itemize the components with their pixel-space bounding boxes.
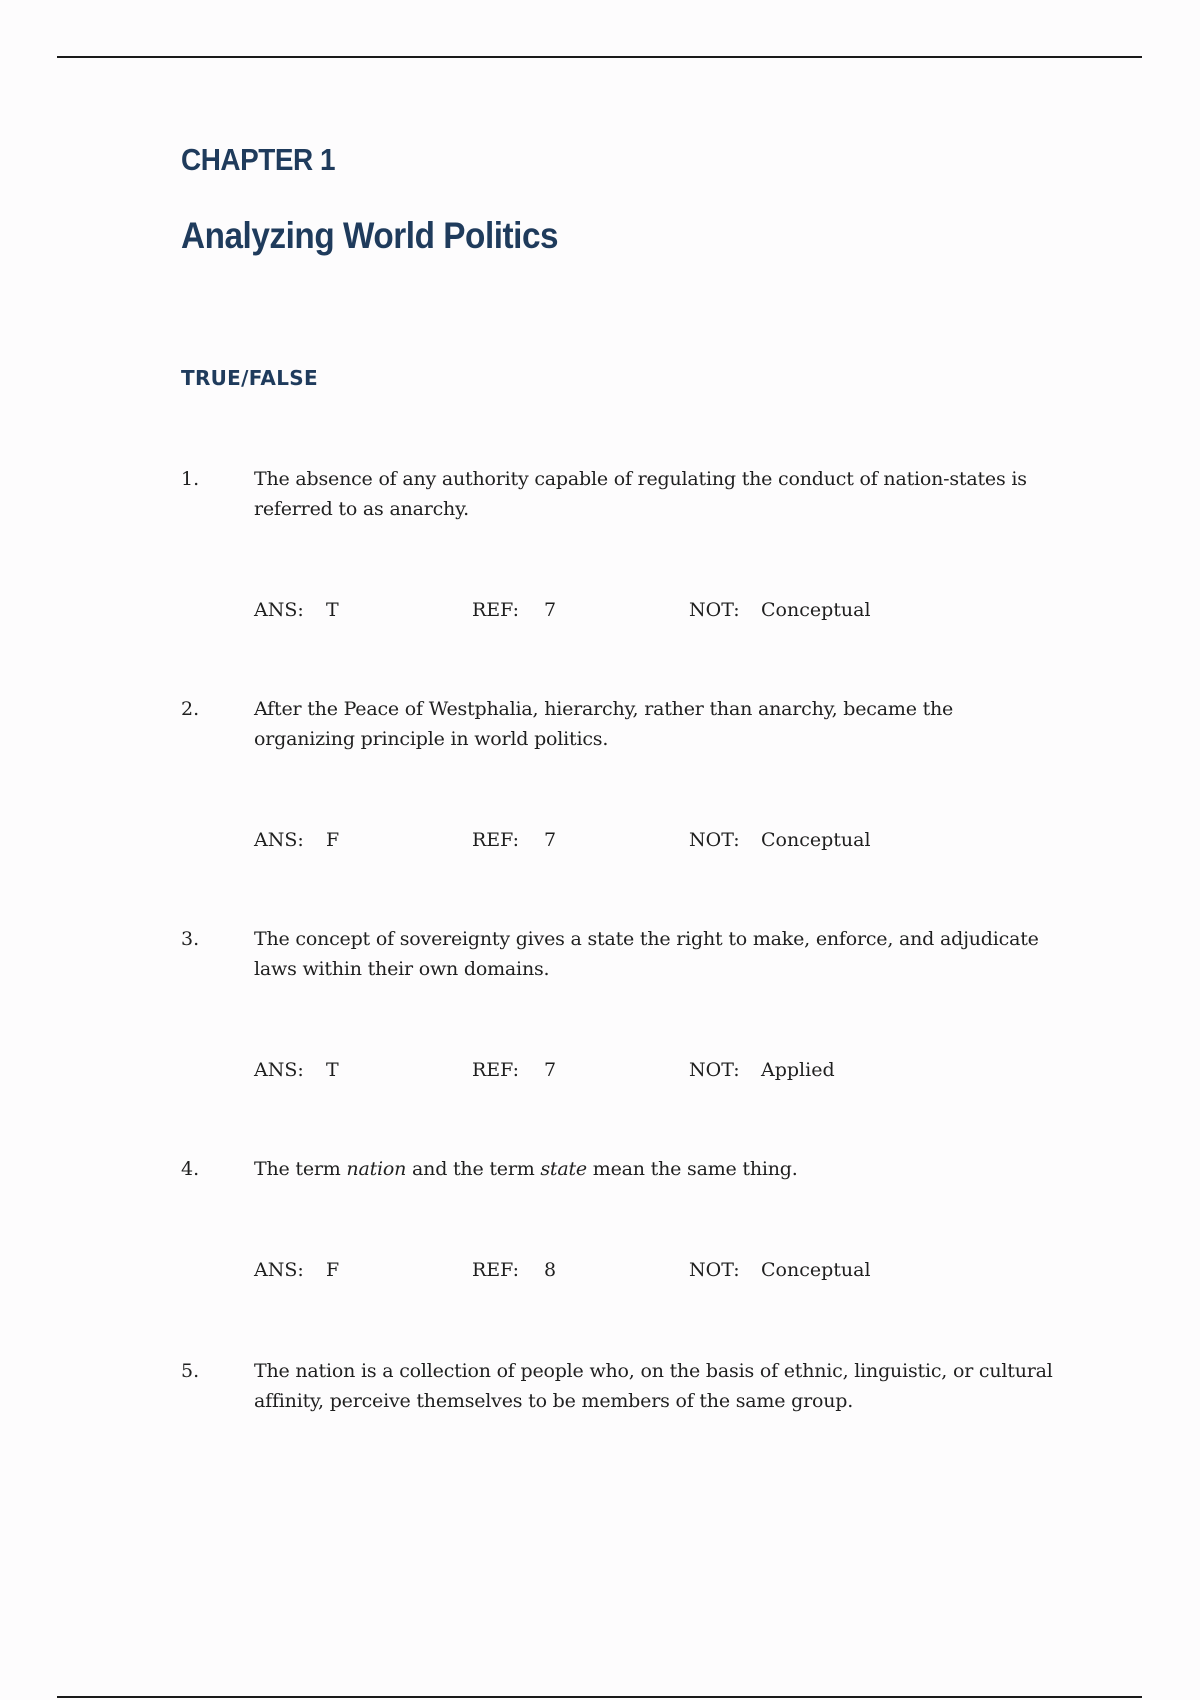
question-text: The concept of sovereignty gives a state the right to make, enforce, and adjudicate laws within their own domains.: [254, 928, 1039, 980]
not-label: NOT:: [689, 829, 740, 851]
question-text: [254, 1154, 1054, 1184]
chapter-heading: CHAPTER 1: [181, 142, 336, 177]
ref-label: REF:: [472, 1259, 520, 1281]
question-number: 4.: [181, 1158, 200, 1180]
section-heading: TRUE/FALSE: [181, 366, 318, 390]
question-text: After the Peace of Westphalia, hierarchy, rather than anarchy, became the organizing principle in world politics.: [254, 698, 954, 750]
italic-term-state: state: [540, 1158, 587, 1180]
ref-value: 7: [544, 599, 557, 621]
not-label: NOT:: [689, 1259, 740, 1281]
question-text: The absence of any authority capable of regulating the conduct of nation-states is referred to as anarchy.: [254, 468, 1027, 520]
ans-value: T: [326, 599, 339, 621]
answer-meta-4: [254, 1255, 954, 1285]
not-label: NOT:: [689, 1059, 740, 1081]
ans-value: F: [326, 1259, 340, 1281]
ans-label: ANS:: [254, 599, 304, 621]
question-number: 1.: [181, 468, 200, 490]
text-part: The term: [254, 1158, 347, 1180]
answer-meta-1: [254, 595, 954, 625]
not-label: NOT:: [689, 599, 740, 621]
ans-label: ANS:: [254, 1259, 304, 1281]
ref-value: 8: [544, 1259, 557, 1281]
answer-meta-3: [254, 1055, 954, 1085]
question-number: 5.: [181, 1360, 200, 1382]
ans-label: ANS:: [254, 829, 304, 851]
top-rule: [57, 56, 1142, 58]
not-value: Conceptual: [761, 829, 871, 851]
chapter-title: Analyzing World Politics: [181, 215, 559, 256]
ref-label: REF:: [472, 599, 520, 621]
not-value: Conceptual: [761, 1259, 871, 1281]
ans-value: F: [326, 829, 340, 851]
ref-value: 7: [544, 829, 557, 851]
italic-term-nation: nation: [346, 1158, 407, 1180]
not-value: Conceptual: [761, 599, 871, 621]
ref-label: REF:: [472, 1059, 520, 1081]
not-value: Applied: [761, 1059, 835, 1081]
question-text: The nation is a collection of people who, on the basis of ethnic, linguistic, or cultural affinity, perceive themselves to be members of the same group.: [254, 1360, 1053, 1412]
ref-value: 7: [544, 1059, 557, 1081]
ref-label: REF:: [472, 829, 520, 851]
question-number: 2.: [181, 698, 200, 720]
bottom-rule: [57, 1696, 1142, 1698]
ans-value: T: [326, 1059, 339, 1081]
text-part: and the term: [406, 1158, 541, 1180]
question-number: 3.: [181, 928, 200, 950]
ans-label: ANS:: [254, 1059, 304, 1081]
answer-meta-2: [254, 825, 954, 855]
text-part: mean the same thing.: [586, 1158, 798, 1180]
